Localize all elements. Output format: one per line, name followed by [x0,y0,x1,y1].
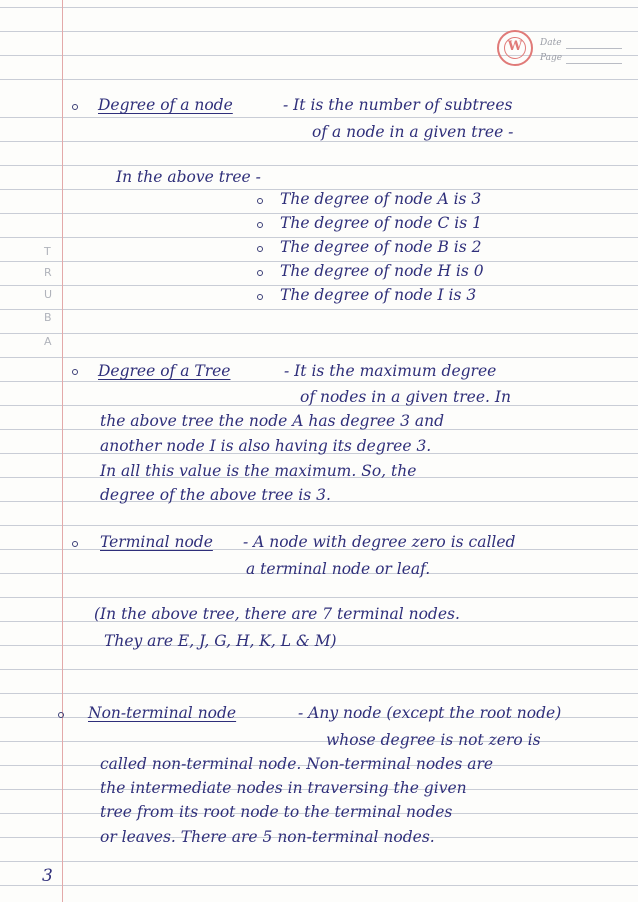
definition-line: - Any node (except the root node) [298,704,562,722]
definition-line: - It is the maximum degree [284,362,497,380]
margin-letter: B [44,311,52,324]
body-line: called non-terminal node. Non-terminal nodes are [100,755,494,773]
margin-letter: R [44,266,52,279]
definition-line: of nodes in a given tree. In [300,388,511,406]
page-label: Page [540,53,563,63]
body-line: the intermediate nodes in traversing the given [100,779,467,797]
logo-letter: W [507,39,523,54]
example-intro: In the above tree - [116,168,261,186]
section-bullet [72,541,78,547]
page-line [566,63,622,64]
margin-letter: T [44,245,51,258]
margin-letter: A [44,335,52,348]
body-line: or leaves. There are 5 non-terminal nodes. [100,828,435,846]
definition-line: a terminal node or leaf. [246,560,431,578]
list-bullet [257,294,263,300]
definition-line: of a node in a given tree - [312,123,514,141]
section-bullet [72,369,78,375]
example-line: They are E, J, G, H, K, L & M) [104,632,337,650]
list-bullet [257,198,263,204]
margin-line [62,0,63,902]
example-line: (In the above tree, there are 7 terminal nodes. [94,605,460,623]
list-item: The degree of node I is 3 [280,286,477,304]
section-bullet [72,104,78,110]
list-item: The degree of node H is 0 [280,262,484,280]
body-line: In all this value is the maximum. So, the [100,462,417,480]
list-bullet [257,246,263,252]
notebook-logo [497,30,533,66]
margin-letter: U [44,288,53,301]
date-label: Date [540,38,562,48]
page-number: 3 [42,866,53,886]
section-bullet [58,712,64,718]
section-heading-terminal: Terminal node [100,533,213,551]
body-line: degree of the above tree is 3. [100,486,331,504]
list-item: The degree of node C is 1 [280,214,482,232]
list-item: The degree of node B is 2 [280,238,482,256]
body-line: the above tree the node A has degree 3 and [100,412,445,430]
definition-line: whose degree is not zero is [326,731,541,749]
list-bullet [257,222,263,228]
section-heading-degree-tree: Degree of a Tree [98,362,231,380]
list-item: The degree of node A is 3 [280,190,482,208]
section-heading-non-terminal: Non-terminal node [88,704,237,722]
section-heading-degree-node: Degree of a node [98,96,233,114]
date-line [566,48,622,49]
body-line: another node I is also having its degree 3. [100,437,432,455]
definition-line: - It is the number of subtrees [283,96,513,114]
body-line: tree from its root node to the terminal nodes [100,803,453,821]
definition-line: - A node with degree zero is called [243,533,516,551]
list-bullet [257,270,263,276]
